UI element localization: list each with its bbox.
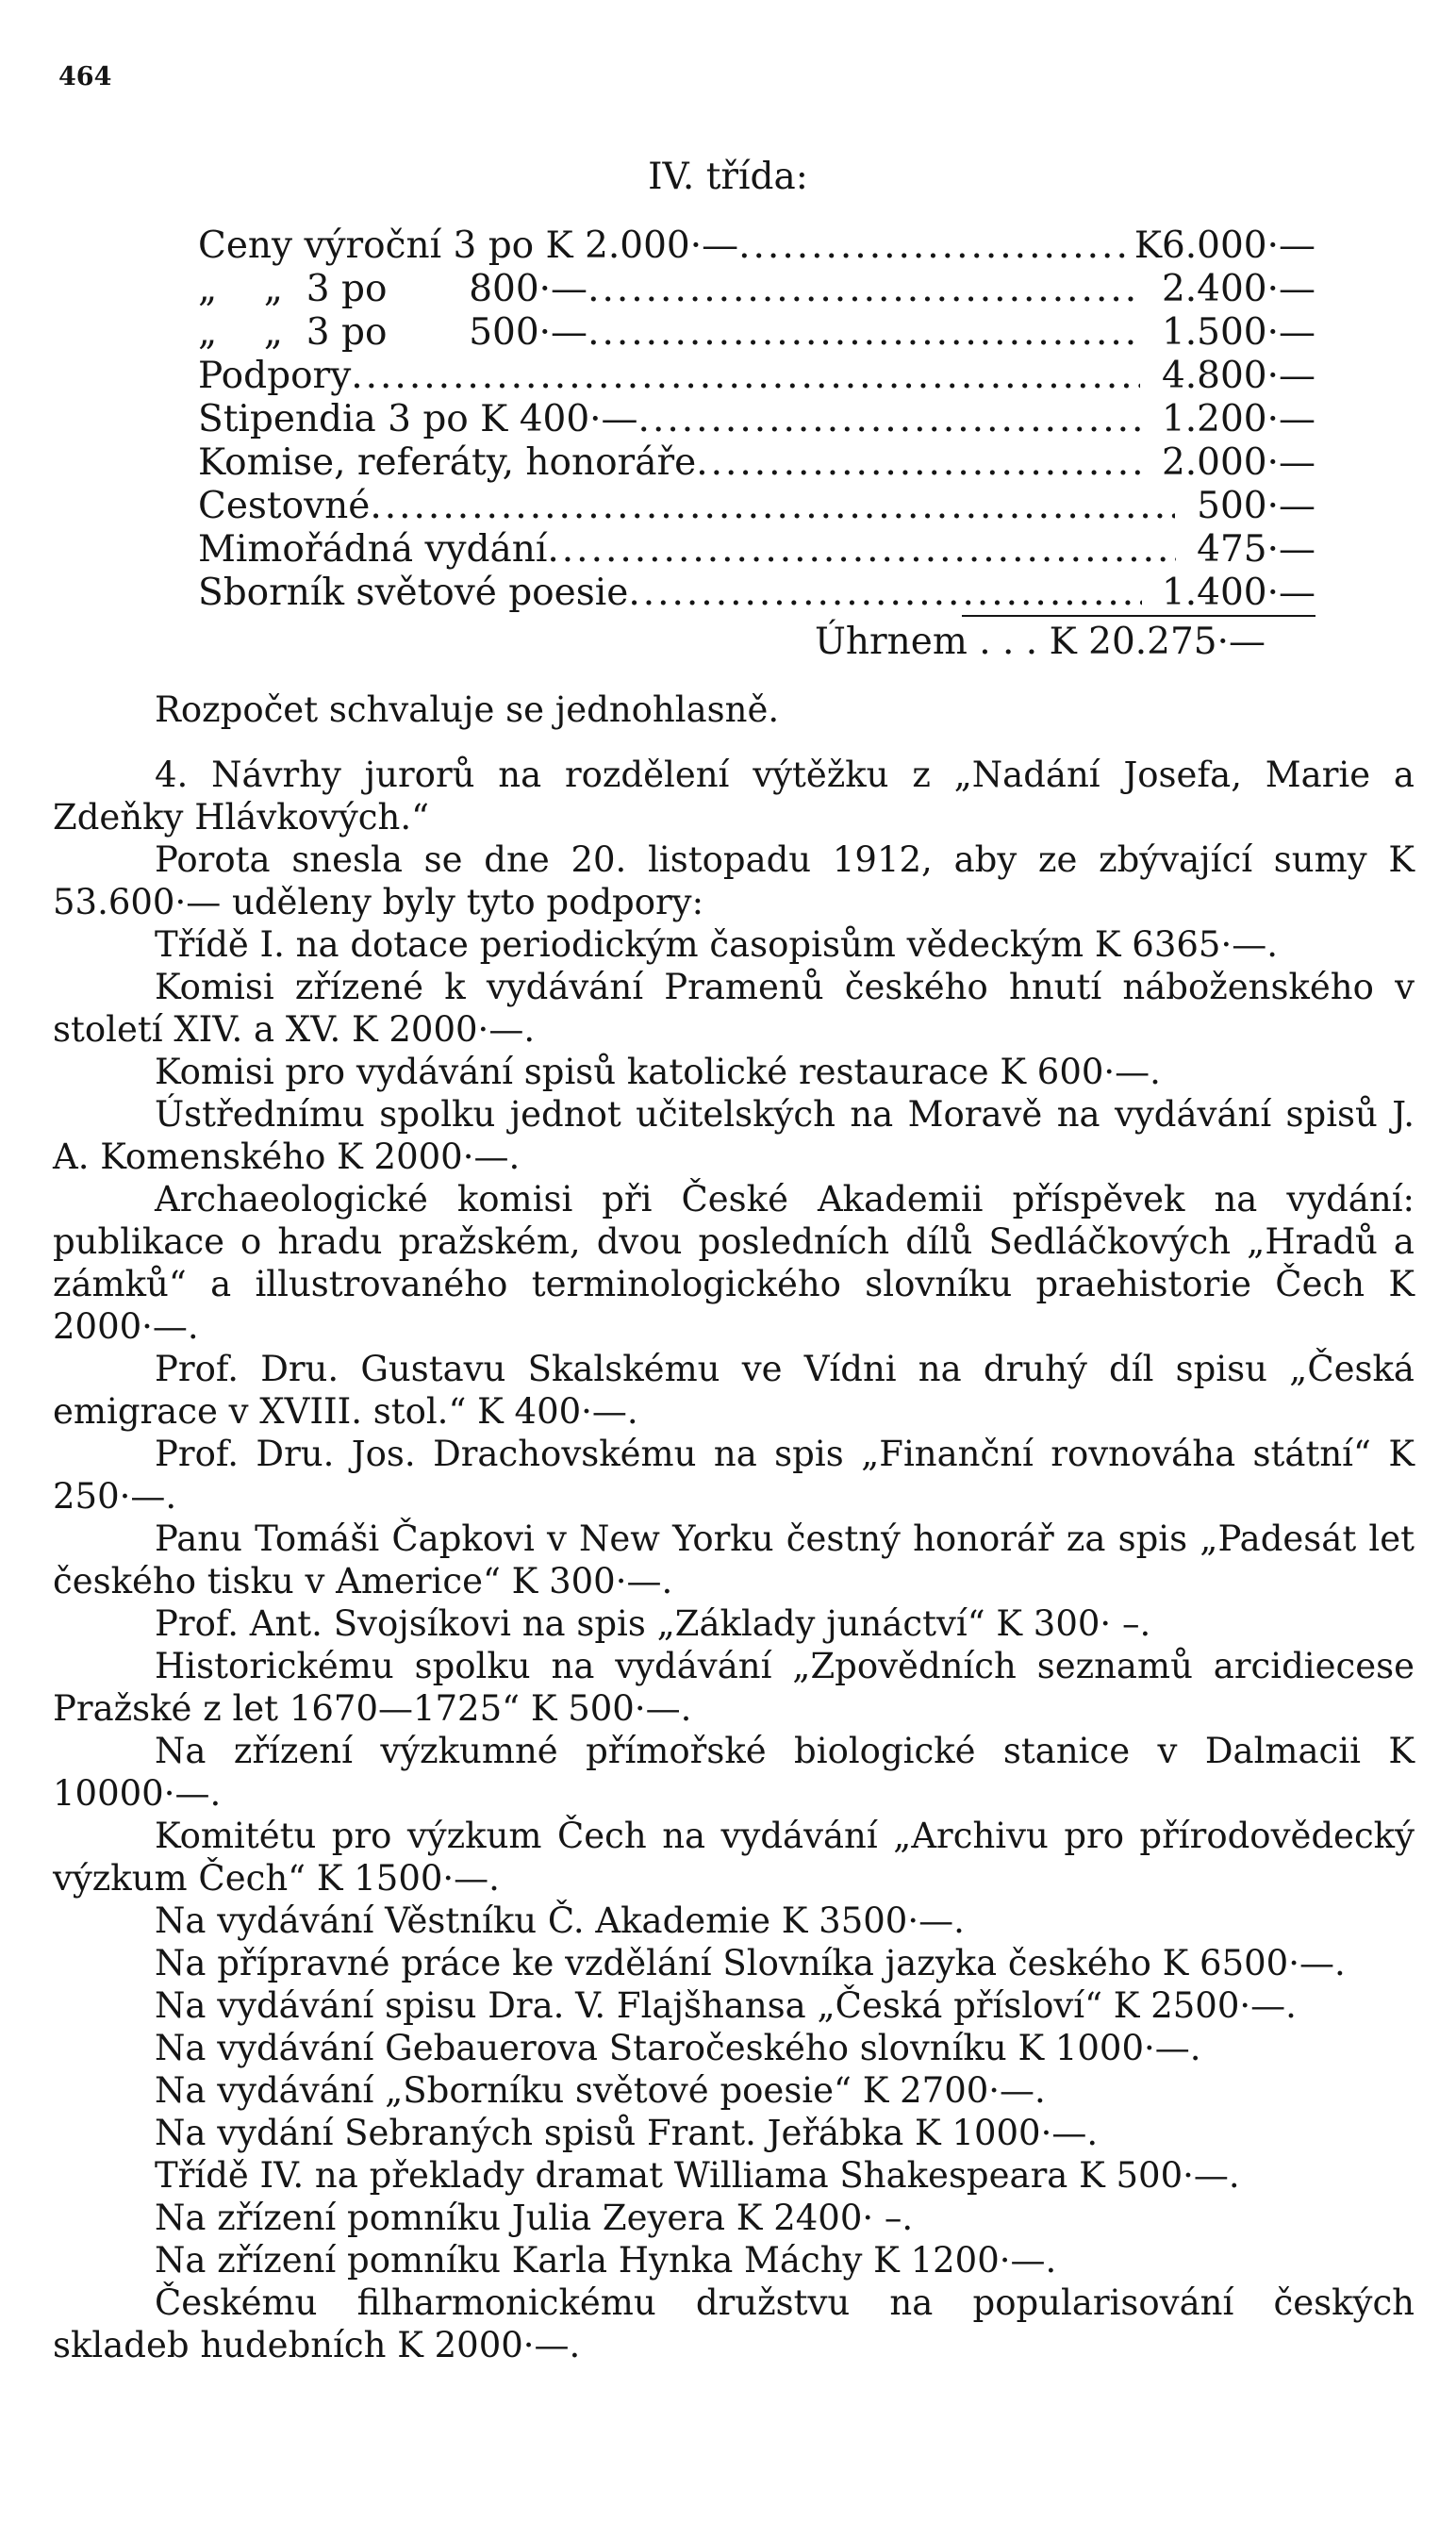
- grant-paragraph: Na vydávání Věstníku Č. Akademie K 3500·—.: [155, 1900, 965, 1941]
- grant-paragraph: Na vydání Sebraných spisů Frant. Jeřábka K 1000·—.: [155, 2113, 1099, 2153]
- budget-label: [198, 485, 1175, 527]
- budget-label: [198, 311, 1142, 354]
- budget-label-text: Podpory: [198, 355, 352, 397]
- grant-paragraph: Na zřízení pomníku Karla Hynka Máchy K 1200·—.: [155, 2240, 1057, 2281]
- grant-paragraph: Třídě IV. na překlady dramat Williama Shakespeara K 500·—.: [155, 2155, 1240, 2196]
- budget-amount: 1.200·—: [1161, 398, 1315, 440]
- budget-row: [198, 572, 1315, 615]
- grant-paragraph: Ústřednímu spolku jednot učitelských na Moravě na vydávání spisů J. A. Komenského K 2000·—.: [53, 1094, 1415, 1177]
- budget-amount: 2.400·—: [1161, 268, 1315, 310]
- budget-label: [198, 268, 1142, 310]
- grant-paragraph: Prof. Dru. Jos. Drachovskému na spis „Finanční rovnováha státní“ K 250·—.: [53, 1434, 1415, 1517]
- budget-amount: 1.400·—: [1161, 572, 1315, 614]
- budget-currency: K: [1133, 224, 1162, 267]
- leader-dots: [628, 572, 1142, 614]
- grant-paragraph: Komisi pro vydávání spisů katolické restaurace K 600·—.: [155, 1052, 1161, 1092]
- budget-amount: 6.000·—: [1161, 224, 1315, 267]
- budget-row: [198, 224, 1315, 268]
- budget-row: [198, 398, 1315, 441]
- budget-label: [198, 572, 1142, 614]
- grant-paragraph: Na vydávání spisu Dra. V. Flajšhansa „Česká přísloví“ K 2500·—.: [155, 1985, 1297, 2026]
- budget-total: Úhrnem . . . K 20.275·—: [815, 621, 1266, 663]
- budget-row: [198, 528, 1315, 572]
- body-text: [53, 689, 1415, 2366]
- grant-paragraph: Českému filharmonickému družstvu na popularisování českých skladeb hudebních K 2000·—.: [53, 2282, 1415, 2365]
- grant-paragraph: Komisi zřízené k vydávání Pramenů českého hnutí náboženského v století XIV. a XV. K 2000·—.: [53, 967, 1415, 1050]
- budget-row: [198, 441, 1315, 485]
- leader-dots: [587, 268, 1142, 310]
- leader-dots: [547, 528, 1176, 571]
- budget-amount: 4.800·—: [1161, 355, 1315, 397]
- grant-paragraph: Panu Tomáši Čapkovi v New Yorku čestný honorář za spis „Padesát let českého tisku v Americe“ K 300·—.: [53, 1518, 1415, 1601]
- grant-paragraph: Prof. Dru. Gustavu Skalskému ve Vídni na druhý díl spisu „Česká emigrace v XVIII. stol.“ K 400·—.: [53, 1349, 1415, 1432]
- page-number: 464: [58, 62, 112, 91]
- leader-dots: [351, 355, 1140, 397]
- grant-paragraph: Archaeologické komisi při České Akademii příspěvek na vydání: publikace o hradu pražském, dvou posledních dílů Sedláčkových „Hradů a zámků“ a illustrovaného terminologického slovníku praehistorie Čech K 2000·—.: [53, 1179, 1415, 1347]
- leader-dots: [696, 441, 1142, 484]
- budget-label-text: Komise, referáty, honoráře: [198, 441, 697, 484]
- budget-row: [198, 268, 1315, 311]
- budget-table: [198, 224, 1315, 615]
- budget-label-text: „ „ 3 po 800·—: [198, 268, 588, 310]
- grant-paragraph: Třídě I. na dotace periodickým časopisům vědeckým K 6365·—.: [155, 924, 1278, 965]
- grant-paragraph: Porota snesla se dne 20. listopadu 1912, aby ze zbývající sumy K 53.600·— uděleny byly tyto podpory:: [53, 839, 1415, 922]
- grant-paragraph: Na přípravné práce ke vzdělání Slovníka jazyka českého K 6500·—.: [155, 1943, 1346, 1983]
- budget-label-text: Stipendia 3 po K 400·—: [198, 398, 638, 440]
- budget-row: [198, 355, 1315, 398]
- budget-amount: 1.500·—: [1161, 311, 1315, 354]
- grant-paragraph: Na zřízení pomníku Julia Zeyera K 2400· –.: [155, 2198, 914, 2238]
- grant-paragraph: 4. Návrhy jurorů na rozdělení výtěžku z „Nadání Josefa, Marie a Zdeňky Hlávkových.“: [53, 755, 1415, 838]
- grant-paragraph: Na zřízení výzkumné přímořské biologické stanice v Dalmacii K 10000·—.: [53, 1731, 1415, 1814]
- budget-row: [198, 311, 1315, 355]
- budget-amount: 2.000·—: [1161, 441, 1315, 484]
- budget-label-text: Mimořádná vydání: [198, 528, 548, 571]
- grant-paragraph: Na vydávání „Sborníku světové poesie“ K 2700·—.: [155, 2070, 1046, 2111]
- class-heading: IV. třída:: [648, 156, 808, 198]
- budget-label-text: Ceny výroční 3 po K 2.000·—: [198, 224, 739, 267]
- budget-label: [198, 441, 1142, 484]
- leader-dots: [738, 224, 1131, 267]
- budget-label-text: „ „ 3 po 500·—: [198, 311, 588, 354]
- budget-label: [198, 398, 1142, 440]
- grant-paragraph: Komitétu pro výzkum Čech na vydávání „Archivu pro přírodovědecký výzkum Čech“ K 1500·—.: [53, 1816, 1415, 1899]
- grant-paragraph: Prof. Ant. Svojsíkovi na spis „Základy junáctví“ K 300· –.: [155, 1603, 1151, 1644]
- budget-label: [198, 355, 1140, 397]
- budget-label-text: Cestovné: [198, 485, 371, 527]
- budget-amount: 500·—: [1197, 485, 1315, 527]
- grant-paragraph: Na vydávání Gebauerova Staročeského slovníku K 1000·—.: [155, 2028, 1201, 2068]
- budget-row: [198, 485, 1315, 528]
- leader-dots: [638, 398, 1142, 440]
- resolution-paragraph: Rozpočet schvaluje se jednohlasně.: [155, 689, 780, 730]
- budget-label: [198, 224, 1131, 267]
- sum-rule: [962, 615, 1315, 617]
- leader-dots: [587, 311, 1142, 354]
- budget-label: [198, 528, 1176, 571]
- budget-amount: 475·—: [1197, 528, 1315, 571]
- leader-dots: [370, 485, 1175, 527]
- budget-label-text: Sborník světové poesie: [198, 572, 629, 614]
- grant-paragraph: Historickému spolku na vydávání „Zpovědních seznamů arcidiecese Pražské z let 1670—1725“ K 500·—.: [53, 1646, 1415, 1729]
